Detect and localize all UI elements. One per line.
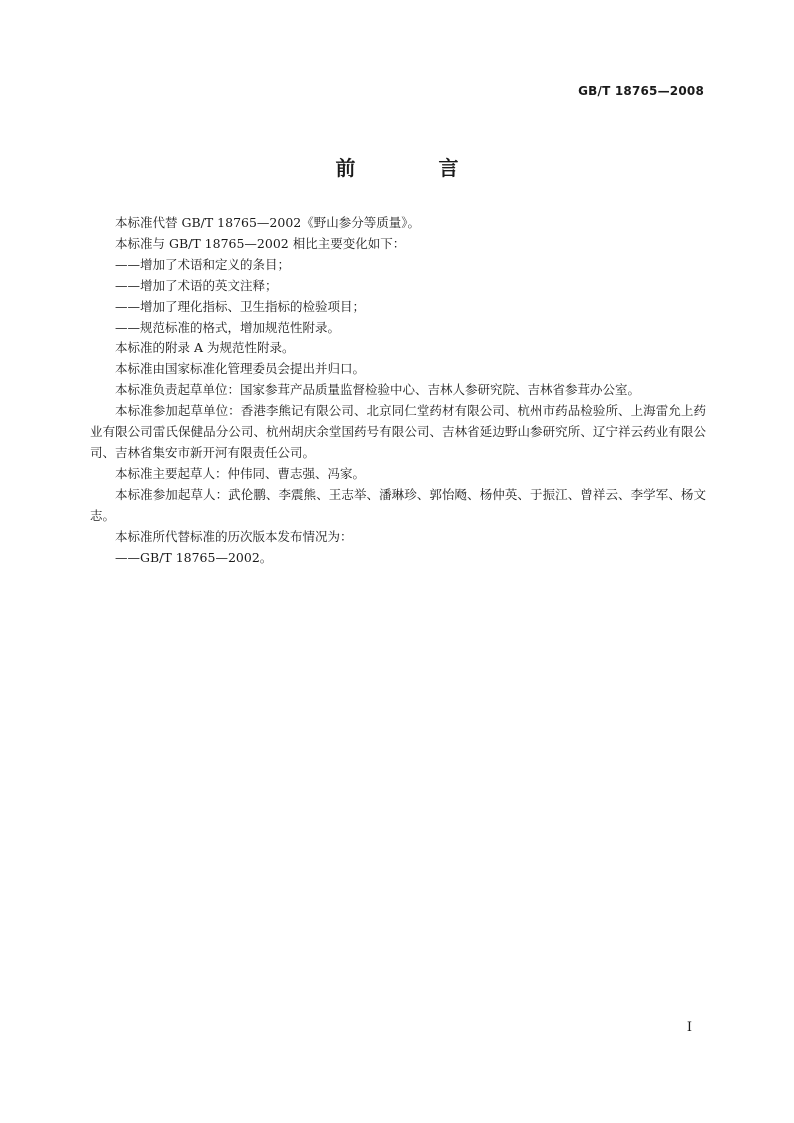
page-number: I bbox=[686, 1020, 692, 1035]
paragraph-participating-drafters: 本标准参加起草人：武伦鹏、李震熊、王志举、潘琳珍、郭怡飏、杨仲英、于振江、曾祥云、李学军、杨文志。 bbox=[90, 486, 706, 523]
change-item: ——增加了术语的英文注释； bbox=[115, 277, 278, 293]
paragraph-participating-units: 本标准参加起草单位：香港李熊记有限公司、北京同仁堂药材有限公司、杭州市药品检验所、上海雷允上药业有限公司雷氏保健品分公司、杭州胡庆余堂国药号有限公司、吉林省延边野山参研究所、辽宁祥云药业有限公司、吉林省集安市新开河有限责任公司。 bbox=[90, 403, 706, 460]
paragraph-lead-drafters: 本标准负责起草单位：国家参茸产品质量监督检验中心、吉林人参研究院、吉林省参茸办公室。 bbox=[115, 382, 641, 398]
paragraph-replaces: 本标准代替 GB/T 18765—2002《野山参分等质量》。 bbox=[115, 215, 420, 230]
change-item: ——规范标准的格式，增加规范性附录。 bbox=[115, 319, 341, 335]
change-item: ——增加了术语和定义的条目； bbox=[115, 256, 291, 272]
paragraph-main-drafters: 本标准主要起草人：仲伟同、曹志强、冯家。 bbox=[115, 465, 366, 481]
change-item: ——增加了理化指标、卫生指标的检验项目； bbox=[115, 298, 366, 314]
version-history-item: ——GB/T 18765—2002。 bbox=[115, 549, 273, 565]
page-title: 前 言 bbox=[335, 156, 497, 180]
paragraph-changes-intro: 本标准与 GB/T 18765—2002 相比主要变化如下： bbox=[115, 235, 406, 251]
paragraph-proposer: 本标准由国家标准化管理委员会提出并归口。 bbox=[115, 361, 366, 377]
paragraph-version-history: 本标准所代替标准的历次版本发布情况为： bbox=[115, 528, 353, 544]
foreword-body bbox=[90, 213, 706, 568]
standard-code: GB/T 18765—2008 bbox=[578, 84, 704, 98]
paragraph-appendix: 本标准的附录 A 为规范性附录。 bbox=[115, 340, 295, 356]
